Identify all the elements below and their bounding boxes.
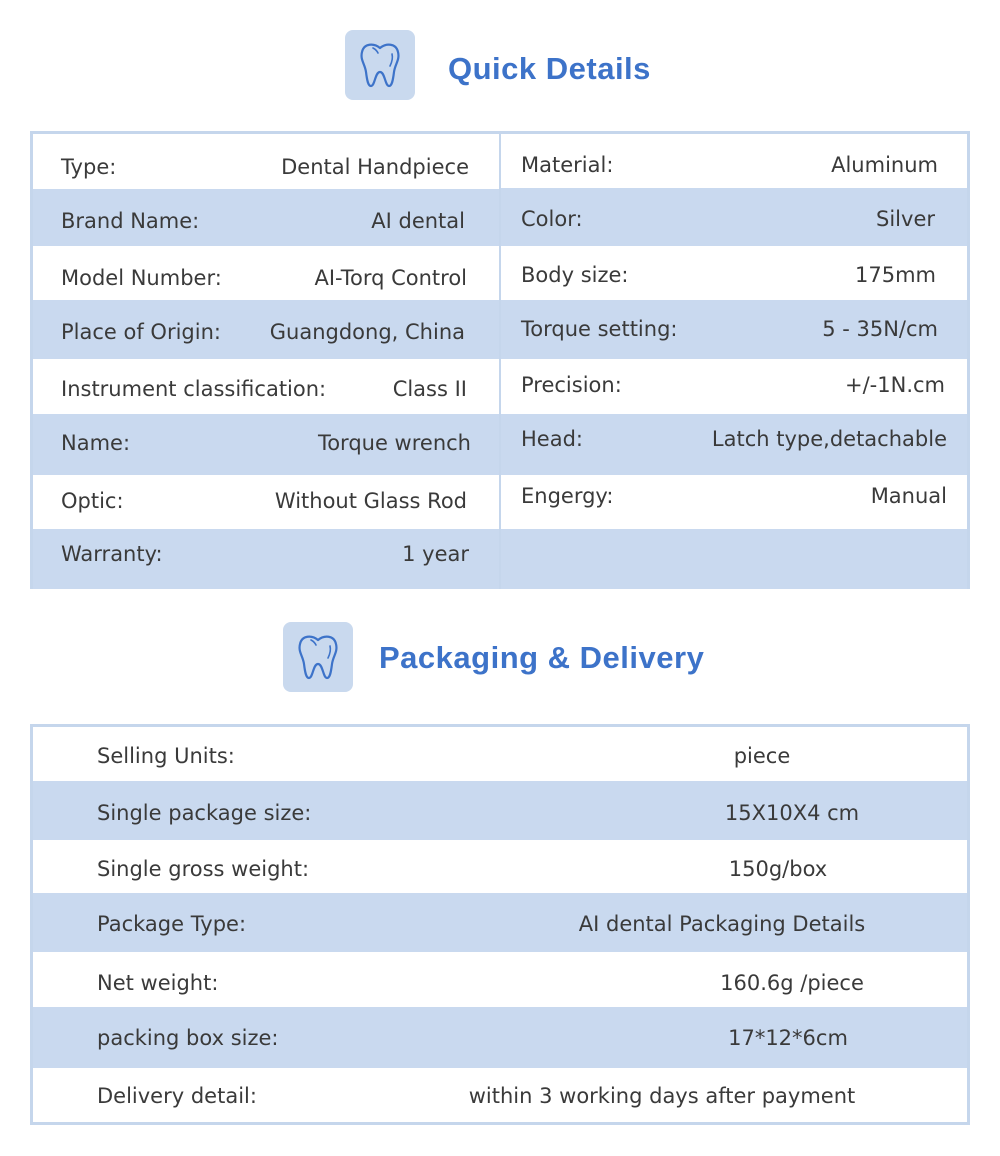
row-value: 1 year [402,542,469,566]
row-label: Selling Units: [97,744,235,768]
table-row [33,134,499,189]
row-value: Silver [876,207,935,231]
quick-details-right-column [501,134,967,589]
row-value: 150g/box [728,857,828,881]
row-label: Torque setting: [521,317,678,341]
row-value: 5 - 35N/cm [822,317,938,341]
row-label: Net weight: [97,971,219,995]
row-value: within 3 working days after payment [468,1084,856,1108]
packaging-delivery-header [0,622,1000,694]
row-value: Without Glass Rod [274,489,467,513]
table-row [501,188,967,246]
tooth-icon [345,30,415,100]
row-label: Brand Name: [61,209,200,233]
table-row [33,1007,967,1068]
row-value: AI dental Packaging Details [578,912,866,936]
table-row [33,781,967,840]
row-label: Body size: [521,263,629,287]
table-row [33,840,967,893]
row-value: 17*12*6cm [728,1026,848,1050]
section-title: Quick Details [448,51,651,86]
row-label: packing box size: [97,1026,279,1050]
quick-details-left-column [33,134,499,589]
table-row [33,189,499,246]
section-title: Packaging & Delivery [379,640,705,675]
row-label: Single package size: [97,801,312,825]
row-label: Single gross weight: [97,857,310,881]
table-row-empty [501,529,967,589]
row-label: Head: [521,427,583,451]
table-row [501,134,967,188]
row-value: Torque wrench [317,431,471,455]
table-row [33,529,499,589]
row-label: Optic: [61,489,124,513]
table-row [501,475,967,529]
row-label: Type: [61,155,117,179]
quick-details-header [0,30,1000,102]
row-label: Package Type: [97,912,247,936]
row-value: Latch type,detachable [711,427,947,451]
row-value: Dental Handpiece [281,155,469,179]
row-label: Instrument classification: [61,377,327,401]
table-row [33,246,499,300]
row-value: piece [733,744,791,768]
row-label: Model Number: [61,266,222,290]
row-value: +/-1N.cm [845,373,945,397]
table-row [33,300,499,359]
table-row [501,414,967,475]
table-row [33,952,967,1007]
row-value: Class II [392,377,467,401]
row-label: Warranty: [61,542,163,566]
row-value: 160.6g /piece [720,971,864,995]
row-value: 15X10X4 cm [724,801,860,825]
table-row [33,475,499,529]
row-label: Delivery detail: [97,1084,257,1108]
table-row [501,246,967,300]
row-label: Material: [521,153,614,177]
row-value: Guangdong, China [269,320,465,344]
table-row [501,300,967,359]
table-row [501,359,967,414]
row-value: Manual [870,484,947,508]
row-label: Precision: [521,373,622,397]
row-label: Name: [61,431,131,455]
table-row [33,727,967,781]
row-label: Color: [521,207,583,231]
table-row [33,414,499,475]
table-row [33,1068,967,1122]
row-value: 175mm [855,263,936,287]
row-label: Place of Origin: [61,320,221,344]
row-value: Aluminum [831,153,938,177]
row-value: AI-Torq Control [314,266,467,290]
tooth-icon [283,622,353,692]
row-label: Engergy: [521,484,614,508]
table-row [33,359,499,414]
row-value: AI dental [371,209,465,233]
table-row [33,893,967,952]
